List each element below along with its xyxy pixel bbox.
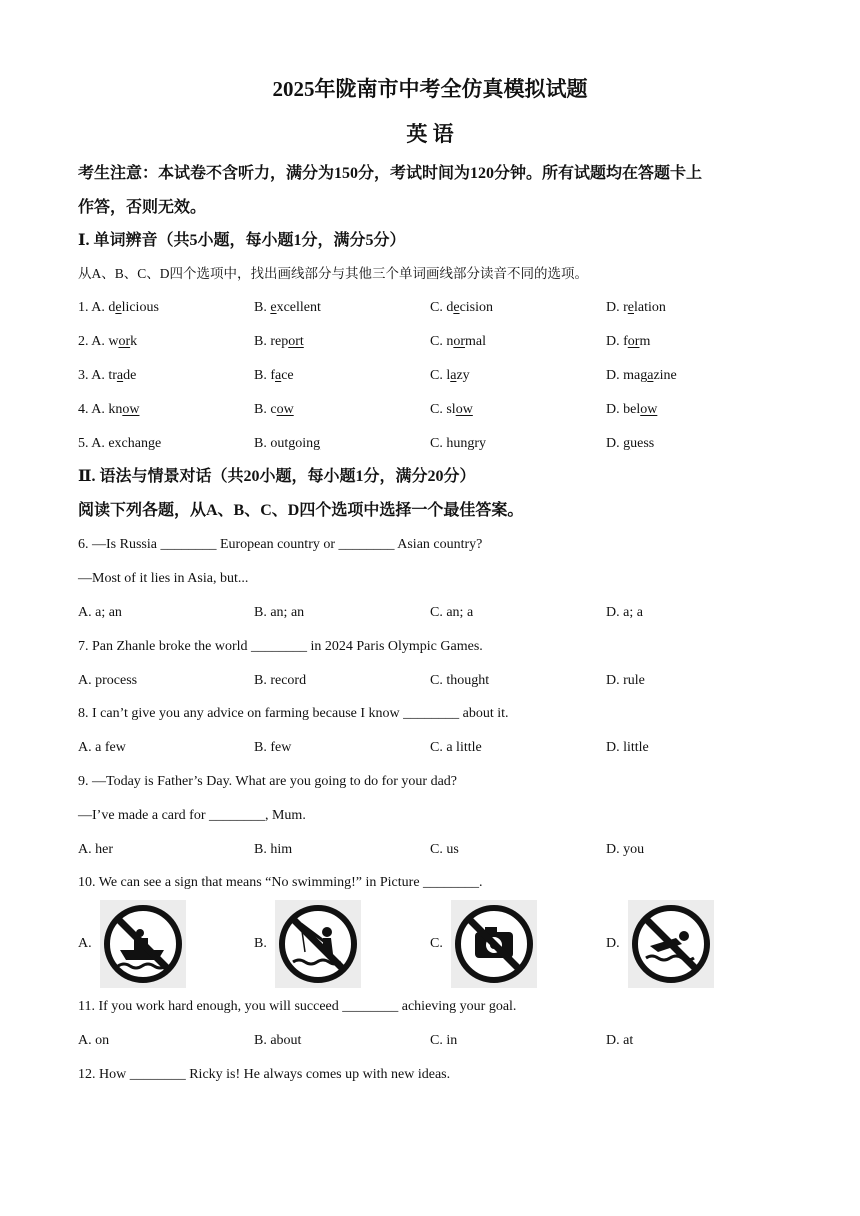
question-10-pictures: [78, 900, 798, 992]
option-c: C. normal: [430, 334, 487, 349]
option-b: B. him: [254, 842, 293, 857]
option-d: D. you: [606, 842, 645, 857]
option-c: C. a little: [430, 740, 482, 755]
option-c: C. hungry: [430, 436, 487, 451]
question-11-stem: 11. If you work hard enough, you will succeed ________ achieving your goal.: [78, 999, 517, 1014]
option-c: C. decision: [430, 300, 494, 315]
option-c: C. thought: [430, 673, 490, 688]
no-fishing-sign-icon: [275, 900, 361, 988]
option-a: A. process: [78, 673, 138, 688]
option-c: C. in: [430, 1033, 458, 1048]
picture-label-b: B.: [254, 936, 267, 951]
question-9-stem: 9. —Today is Father’s Day. What are you going to do for your dad?: [78, 774, 458, 789]
option-d: D. magazine: [606, 368, 677, 383]
question-9-options: [78, 840, 798, 860]
question-10-stem: 10. We can see a sign that means “No swimming!” in Picture ________.: [78, 875, 483, 890]
question-7-stem: 7. Pan Zhanle broke the world ________ in 2024 Paris Olympic Games.: [78, 639, 483, 654]
option-d: D. little: [606, 740, 649, 755]
option-a: A. a few: [78, 740, 126, 755]
no-swimming-sign-icon: [628, 900, 714, 988]
section-1-heading: Ⅰ. 单词辨音（共5小题，每小题1分，满分5分）: [78, 232, 406, 249]
question-9-reply: —I’ve made a card for ________, Mum.: [78, 808, 306, 823]
no-photography-sign-icon: [451, 900, 537, 988]
option-c: C. lazy: [430, 368, 470, 383]
no-boating-sign-icon: [100, 900, 186, 988]
option-d: D. guess: [606, 436, 655, 451]
option-a: 3. A. trade: [78, 368, 137, 383]
option-b: B. report: [254, 334, 304, 349]
section-1-instruction: 从A、B、C、D四个选项中，找出画线部分与其他三个单词画线部分读音不同的选项。: [78, 266, 589, 281]
option-d: D. below: [606, 402, 658, 417]
pronunciation-question-2: [78, 332, 798, 352]
pronunciation-question-1: [78, 298, 798, 318]
option-a: 4. A. know: [78, 402, 140, 417]
option-b: B. record: [254, 673, 307, 688]
option-a: A. a; an: [78, 605, 122, 620]
question-6-options: [78, 603, 798, 623]
option-d: D. at: [606, 1033, 634, 1048]
option-a: 5. A. exchange: [78, 436, 162, 451]
option-d: D. rule: [606, 673, 645, 688]
picture-label-a: A.: [78, 936, 92, 951]
question-7-options: [78, 671, 798, 691]
pronunciation-question-3: [78, 366, 798, 386]
picture-label-c: C.: [430, 936, 443, 951]
question-8-stem: 8. I can’t give you any advice on farming because I know ________ about it.: [78, 706, 509, 721]
option-b: B. cow: [254, 402, 294, 417]
option-b: B. about: [254, 1033, 302, 1048]
picture-label-d: D.: [606, 936, 620, 951]
option-b: B. few: [254, 740, 292, 755]
option-a: 1. A. delicious: [78, 300, 159, 315]
option-b: B. excellent: [254, 300, 321, 315]
subject-title: 英 语: [406, 122, 454, 146]
option-c: C. slow: [430, 402, 473, 417]
option-b: B. face: [254, 368, 294, 383]
section-2-instruction: 阅读下列各题，从A、B、C、D四个选项中选择一个最佳答案。: [78, 502, 524, 519]
option-a: A. on: [78, 1033, 110, 1048]
section-2-heading: Ⅱ. 语法与情景对话（共20小题，每小题1分，满分20分）: [78, 468, 476, 485]
notice-line-2: 作答，否则无效。: [78, 199, 207, 216]
option-d: D. a; a: [606, 605, 643, 620]
option-a: 2. A. work: [78, 334, 138, 349]
option-c: C. us: [430, 842, 459, 857]
pronunciation-question-4: [78, 400, 798, 420]
question-11-options: [78, 1031, 798, 1051]
option-d: D. form: [606, 334, 651, 349]
option-d: D. relation: [606, 300, 666, 315]
question-6-stem: 6. —Is Russia ________ European country or ________ Asian country?: [78, 537, 483, 552]
question-6-reply: —Most of it lies in Asia, but...: [78, 571, 249, 586]
question-8-options: [78, 738, 798, 758]
option-b: B. outgoing: [254, 436, 321, 451]
pronunciation-question-5: [78, 434, 798, 454]
notice-line-1: 考生注意：本试卷不含听力，满分为150分，考试时间为120分钟。所有试题均在答题卡上: [78, 165, 703, 182]
question-12-stem: 12. How ________ Ricky is! He always comes up with new ideas.: [78, 1067, 451, 1082]
page-title: 2025年陇南市中考全仿真模拟试题: [272, 77, 588, 101]
option-b: B. an; an: [254, 605, 305, 620]
option-a: A. her: [78, 842, 113, 857]
option-c: C. an; a: [430, 605, 474, 620]
